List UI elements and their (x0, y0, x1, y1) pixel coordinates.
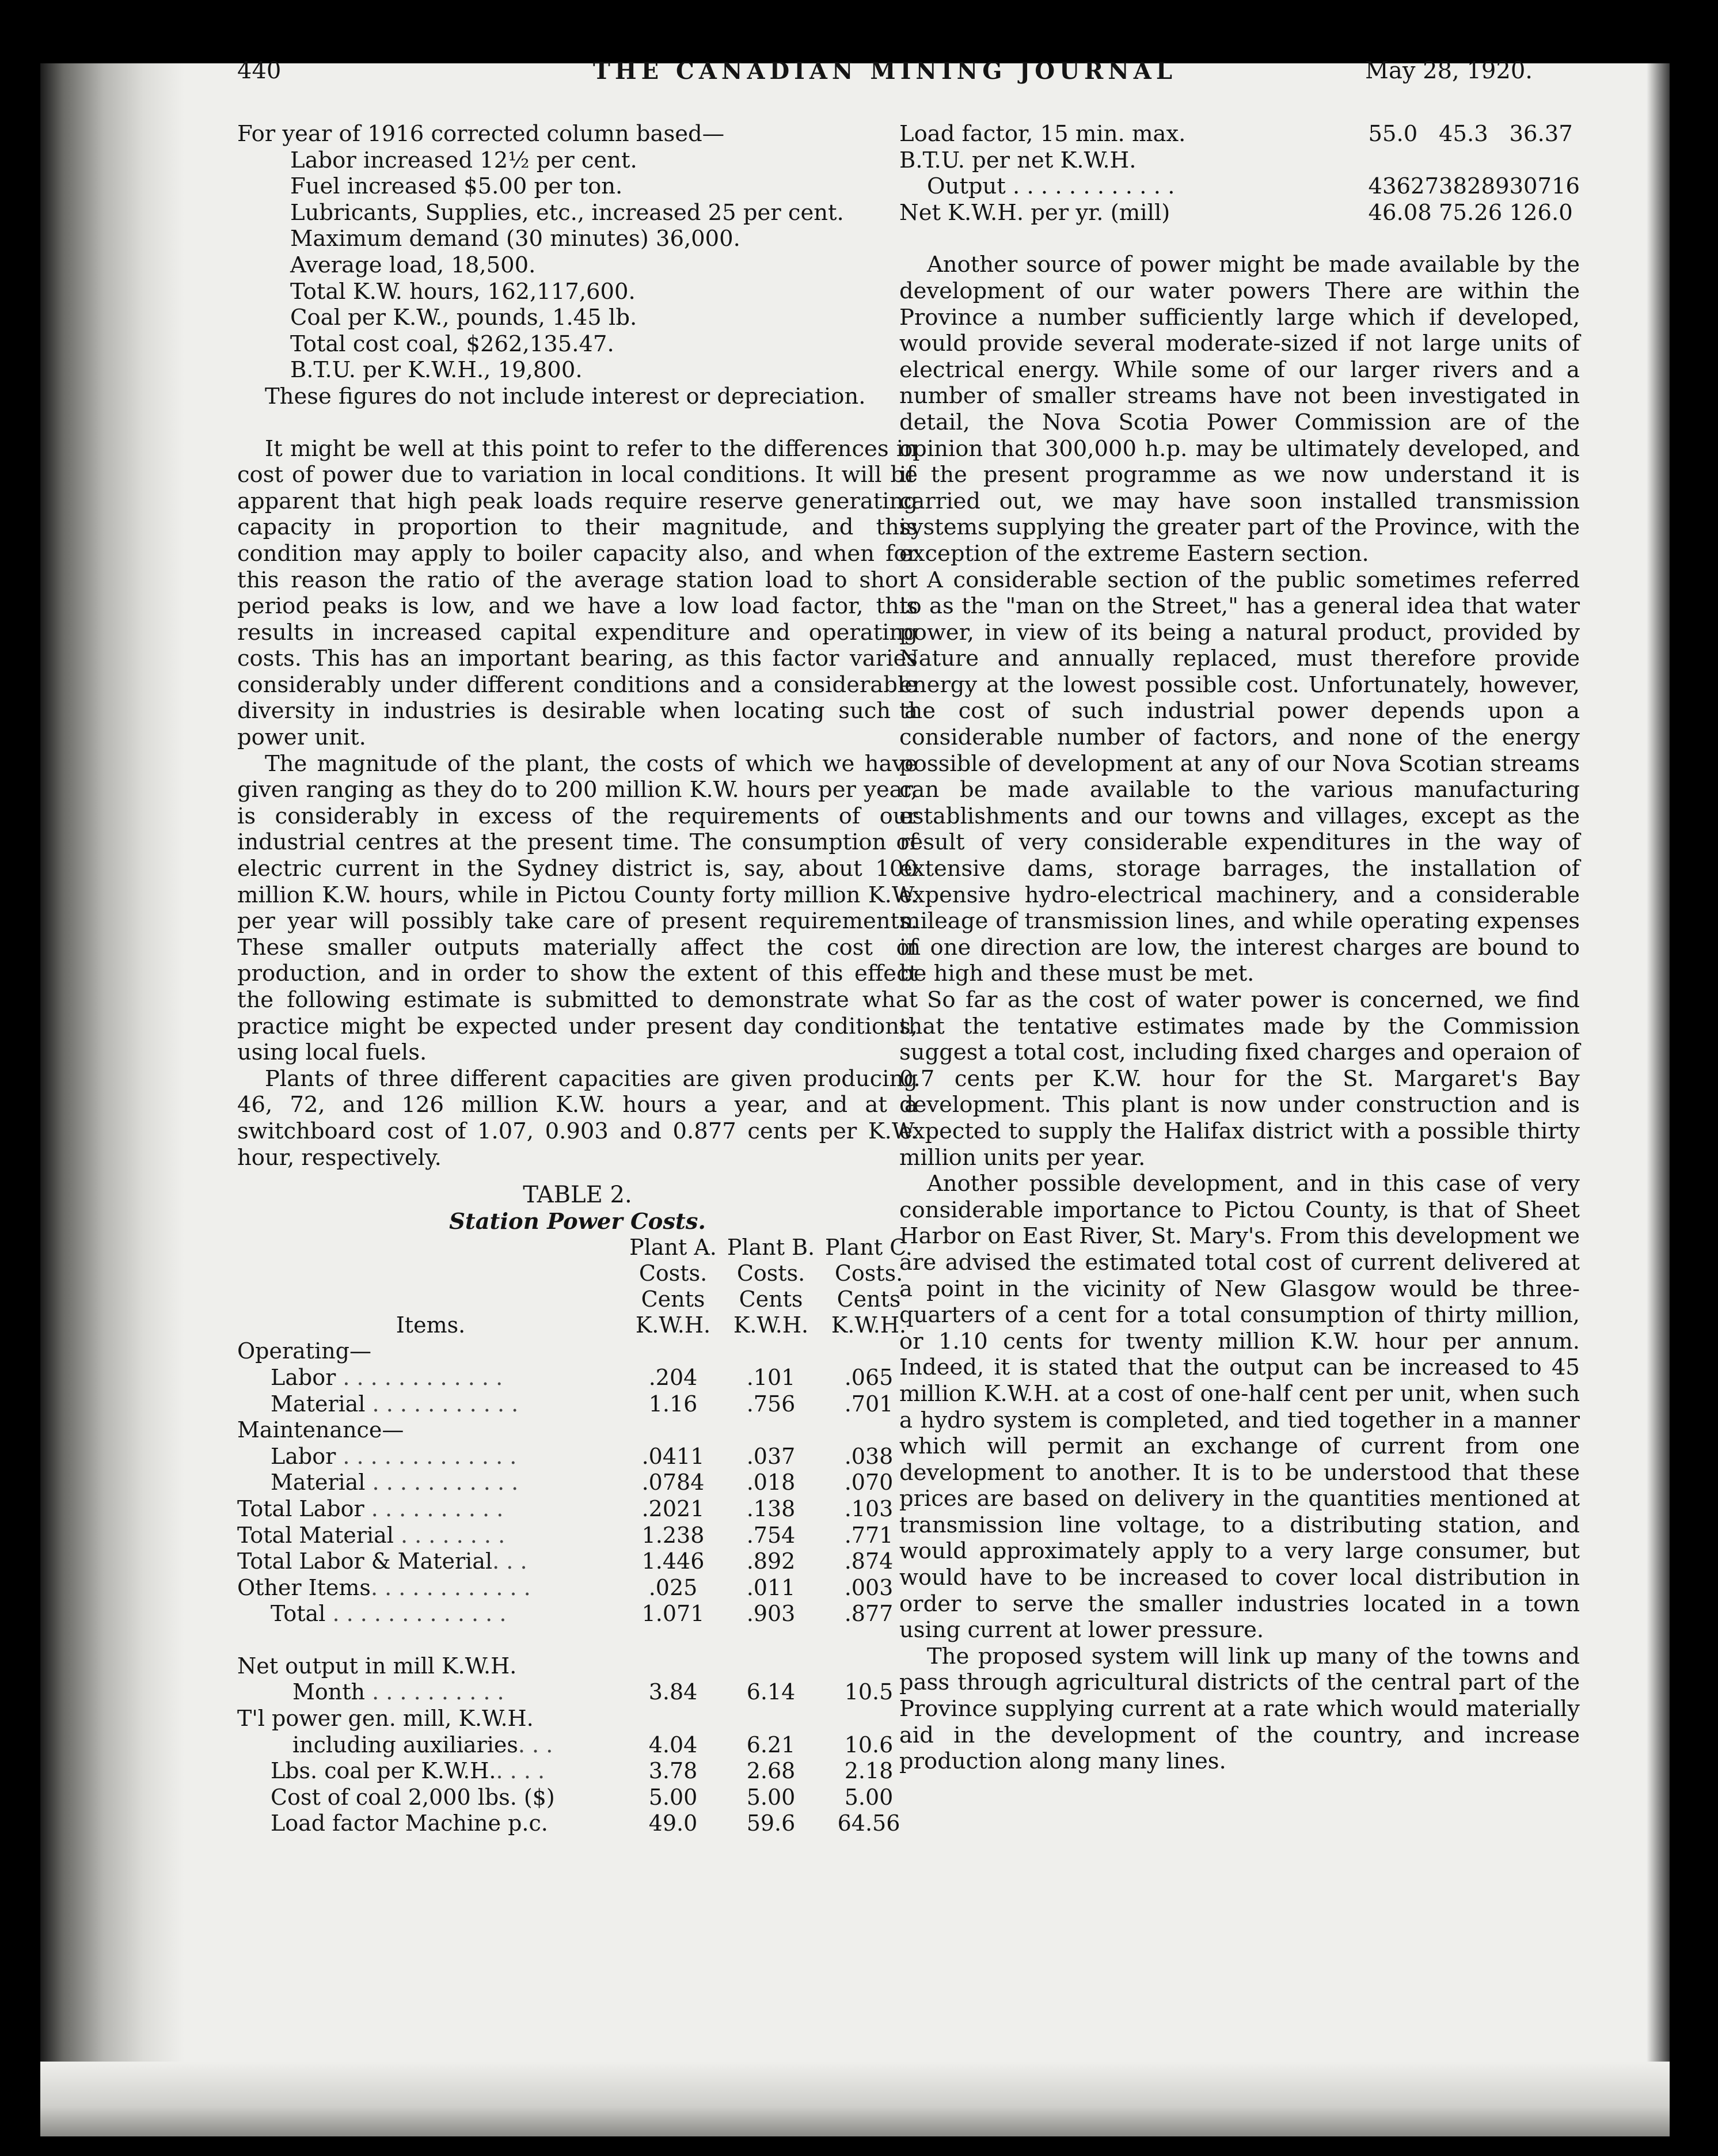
table-row (237, 1338, 918, 1365)
cell-value: 49.0 (648, 1810, 698, 1836)
cell-value: 75.26 (1439, 199, 1503, 226)
row-label: Material . . . . . . . . . . . (271, 1391, 519, 1417)
column-header: Plant A. Costs. (629, 1235, 717, 1286)
row-label: B.T.U. per net K.W.H. (899, 147, 1137, 173)
cell-value: .003 (844, 1574, 894, 1600)
list-intro: For year of 1916 corrected column based— (237, 121, 725, 147)
journal-title: THE CANADIAN MINING JOURNAL (593, 58, 1177, 85)
table-row (237, 1548, 918, 1575)
table-row (899, 173, 1580, 200)
table-row (237, 1496, 918, 1523)
table-row (237, 1365, 918, 1391)
paragraph: A considerable section of the public sometimes referred to as the "man on the Street," has a general idea that water power, in view of its being a natural product, provided by Nature and annually replaced, must therefore provide energy at the lowest possible cost. Unfortunately, however, the cost of such industrial power depends upon a considerable number of factors, and none of the energy possible of development at any of our Nova Scotian streams can be made available to the various manufacturing establishments and our towns and villages, except as the result of very considerable expenditures in the way of extensive dams, storage barrages, the installation of expensive hydro-electrical machinery, and a considerable mileage of transmission lines, and while operating expenses in one direction are low, the interest charges are bound to be high and these must be met. (899, 567, 1580, 987)
cell-value: .874 (844, 1548, 894, 1574)
issue-date: May 28, 1920. (1365, 58, 1533, 84)
cell-value: 1.446 (641, 1548, 705, 1574)
cell-value: 64.56 (837, 1810, 900, 1836)
cell-value: .138 (746, 1495, 796, 1521)
table-row (237, 1758, 918, 1785)
row-label: Operating— (237, 1338, 372, 1364)
cell-value: .038 (844, 1443, 894, 1469)
row-label: Net output in mill K.W.H. Month . . . . . . . . . . (237, 1653, 517, 1705)
cell-value: .101 (746, 1364, 796, 1390)
list-item: Maximum demand (30 minutes) 36,000. (290, 226, 740, 252)
cell-value: 6.21 (746, 1732, 796, 1758)
row-label: Output . . . . . . . . . . . . (927, 173, 1175, 200)
cell-value: 5.00 (746, 1784, 796, 1810)
cell-value: .877 (844, 1601, 894, 1627)
cell-value: 10.5 (844, 1679, 894, 1705)
paragraph: It might be well at this point to refer to the differences in cost of power due to variation in local conditions. It will be apparent that high peak loads require reserve generating capacity in proportion to their magnitude, and this condition may apply to boiler capacity also, and when for this reason the ratio of the average station load to short period peaks is low, and we have a low load factor, this results in increased capital expenditure and operating costs. This has an important bearing, as this factor varies considerably under different conditions and a considerable diversity in industries is desirable when locating such a power unit. (237, 435, 918, 751)
paragraph: So far as the cost of water power is concerned, we find that the tentative estimates made by the Commission suggest a total cost, including fixed charges and operaion of 0.7 cents per K.W. hour for the St. Margaret's Bay development. This plant is now under construction and is expected to supply the Halifax district with a possible thirty million units per year. (899, 987, 1580, 1171)
cell-value: 30716 (1509, 173, 1580, 200)
paragraph: The proposed system will link up many of the towns and pass through agricultural districts of the central part of the Province supplying current at a rate which would materially aid in the development of the country, and increase production along many lines. (899, 1643, 1580, 1775)
table-subtitle: Station Power Costs. (449, 1208, 706, 1235)
cell-value (1369, 147, 1439, 174)
cell-value: 10.6 (844, 1732, 894, 1758)
cell-value: .070 (844, 1470, 894, 1495)
cell-value: .903 (746, 1601, 796, 1627)
page-bottom-shadow (40, 2062, 1670, 2136)
table-row (237, 1601, 918, 1627)
cell-value (722, 1338, 820, 1365)
cell-value: 46.08 (1368, 199, 1432, 226)
row-label: Total Labor . . . . . . . . . . (237, 1495, 504, 1521)
list-item: Total cost coal, $262,135.47. (290, 331, 614, 357)
table-row (237, 1470, 918, 1496)
row-label: Load factor Machine p.c. (271, 1810, 548, 1836)
cell-value: .0784 (641, 1470, 705, 1495)
cell-value: 45.3 (1439, 121, 1488, 147)
table-row (237, 1523, 918, 1549)
cell-value (1439, 147, 1509, 174)
table-row (237, 1785, 918, 1811)
cell-value: 55.0 (1368, 121, 1418, 147)
cell-value: 5.00 (648, 1784, 698, 1810)
cell-value: .892 (746, 1548, 796, 1574)
book-binding-edge (40, 63, 184, 2136)
list-item: Fuel increased $5.00 per ton. (290, 173, 623, 200)
row-label: Total Labor & Material. . . (237, 1548, 527, 1574)
paragraph: Plants of three different capacities are given producing 46, 72, and 126 million K.W. hours a year, and at a switchboard cost of 1.07, 0.903 and 0.877 cents per K.W. hour, respectively. (237, 1065, 918, 1171)
row-label: Material . . . . . . . . . . . (271, 1470, 519, 1495)
cell-value: 3.78 (648, 1758, 698, 1784)
items-label: Items. (396, 1312, 466, 1338)
cell-value: 36.37 (1509, 121, 1573, 147)
list-item: Coal per K.W., pounds, 1.45 lb. (290, 305, 637, 331)
column-header: Plant B. Costs. (727, 1235, 815, 1286)
list-item: Total K.W. hours, 162,117,600. (290, 278, 636, 305)
cell-value: .204 (648, 1364, 698, 1390)
row-label: Other Items. . . . . . . . . . . . (237, 1574, 531, 1600)
cell-value: 3.84 (648, 1679, 698, 1705)
cost-basis-list (237, 121, 918, 384)
table-row (899, 121, 1580, 147)
row-label: T'l power gen. mill, K.W.H. including auxiliaries. . . (237, 1706, 553, 1758)
cell-value: 5.00 (844, 1784, 894, 1810)
list-item: B.T.U. per K.W.H., 19,800. (290, 357, 583, 384)
cell-value: .754 (746, 1522, 796, 1548)
table-title: TABLE 2. (523, 1182, 632, 1209)
cell-value: 38289 (1439, 173, 1510, 200)
column-header: Cents K.W.H. (635, 1286, 711, 1338)
cell-value: 126.0 (1509, 199, 1573, 226)
cell-value: .701 (844, 1391, 894, 1417)
cell-value: .011 (746, 1574, 796, 1600)
list-note: These figures do not include interest or depreciation. (265, 383, 866, 409)
cell-value (1510, 147, 1580, 174)
station-power-costs-table (237, 1235, 918, 1837)
row-label: Net K.W.H. per yr. (mill) (899, 199, 1170, 226)
page-right-rim (1647, 63, 1670, 2136)
paragraph: The magnitude of the plant, the costs of which we have given ranging as they do to 200 million K.W. hours per year, is considerably in excess of the requirements of our industrial centres at the present time. The consumption of electric current in the Sydney district is, say, about 100 million K.W. hours, while in Pictou County forty million K.W. per year will possibly take care of present requirements. These smaller outputs materially affect the cost of production, and in order to show the extent of this effect the following estimate is submitted to demonstrate what practice might be expected under present day conditions, using local fuels. (237, 750, 918, 1066)
cell-value: .025 (648, 1574, 698, 1600)
table-header-row (237, 1286, 918, 1338)
row-label: Load factor, 15 min. max. (899, 121, 1186, 147)
cell-value: 6.14 (746, 1679, 796, 1705)
table-row (237, 1706, 918, 1758)
column-header: Cents K.W.H. (831, 1286, 907, 1338)
cell-value (624, 1338, 722, 1365)
right-column (899, 121, 1580, 1775)
row-label: Total Material . . . . . . . . (237, 1522, 505, 1548)
table-header-row (237, 1235, 918, 1286)
paragraph: Another source of power might be made available by the development of our water powers There are within the Province a number sufficiently large which if developed, would provide several moderate-sized if not large units of electrical energy. While some of our larger rivers and a number of smaller streams have not been investigated in detail, the Nova Scotia Power Commission are of the opinion that 300,000 h.p. may be ultimately developed, and if the present programme as we now understand it is carried out, we may have soon installed transmission systems supplying the greater part of the Province, with the exception of the extreme Eastern section. (899, 252, 1580, 567)
cell-value: 59.6 (746, 1810, 796, 1836)
table-continuation (899, 121, 1580, 226)
cell-value: 1.071 (641, 1601, 705, 1627)
table-row (237, 1391, 918, 1418)
cell-value (722, 1417, 820, 1444)
row-label: Cost of coal 2,000 lbs. ($) (271, 1784, 555, 1810)
cell-value: .065 (844, 1364, 894, 1390)
cell-value: 43627 (1368, 173, 1439, 200)
table-row (237, 1810, 918, 1837)
row-label: Labor . . . . . . . . . . . . (271, 1364, 503, 1390)
cell-value: 1.238 (641, 1522, 705, 1548)
cell-value: 4.04 (648, 1732, 698, 1758)
list-item: Average load, 18,500. (290, 252, 536, 278)
table-row (237, 1575, 918, 1601)
page-number: 440 (237, 58, 282, 84)
row-label: Maintenance— (237, 1417, 404, 1443)
cell-value (624, 1417, 722, 1444)
table-row (899, 147, 1580, 174)
row-label: Lbs. coal per K.W.H.. . . . (271, 1758, 545, 1784)
list-item: Labor increased 12½ per cent. (290, 147, 637, 173)
column-header: Plant C. Costs. (825, 1235, 913, 1286)
cell-value: 1.16 (648, 1391, 698, 1417)
page-header (237, 58, 1533, 92)
paragraph: Another possible development, and in this case of very considerable importance to Pictou County, is that of Sheet Harbor on East River, St. Mary's. From this development we are advised the estimated total cost of current delivered at a point in the vicinity of New Glasgow would be three-quarters of a cent for a total consumption of thirty million, or 1.10 cents for twenty million K.W. hour per annum. Indeed, it is stated that the output can be increased to 45 million K.W.H. at a cost of one-half cent per unit, when such a hydro system is completed, and tied together in a manner which will permit an exchange of current from one development to another. It is to be understood that these prices are based on delivery in the quantities mentioned at transmission line voltage, to a distributing station, and would approximately apply to a very large consumer, but would have to be increased to cover local distribution in order to serve the smaller industries located in a town using current at lower pressure. (899, 1171, 1580, 1643)
table-row (237, 1417, 918, 1444)
table-row (899, 200, 1580, 226)
cell-value: .103 (844, 1495, 894, 1521)
table-row (237, 1444, 918, 1470)
row-label: Labor . . . . . . . . . . . . . (271, 1443, 517, 1469)
cell-value: 2.68 (746, 1758, 796, 1784)
cell-value: .771 (844, 1522, 894, 1548)
table-row (237, 1653, 918, 1706)
row-label: Total . . . . . . . . . . . . . (271, 1601, 507, 1627)
cell-value: .037 (746, 1443, 796, 1469)
cell-value: .2021 (641, 1495, 705, 1521)
left-column (237, 121, 918, 1837)
list-item: Lubricants, Supplies, etc., increased 25 per cent. (290, 199, 844, 226)
cell-value: .0411 (641, 1443, 705, 1469)
cell-value: .756 (746, 1391, 796, 1417)
column-header: Cents K.W.H. (733, 1286, 809, 1338)
cell-value: .018 (746, 1470, 796, 1495)
cell-value: 2.18 (844, 1758, 894, 1784)
